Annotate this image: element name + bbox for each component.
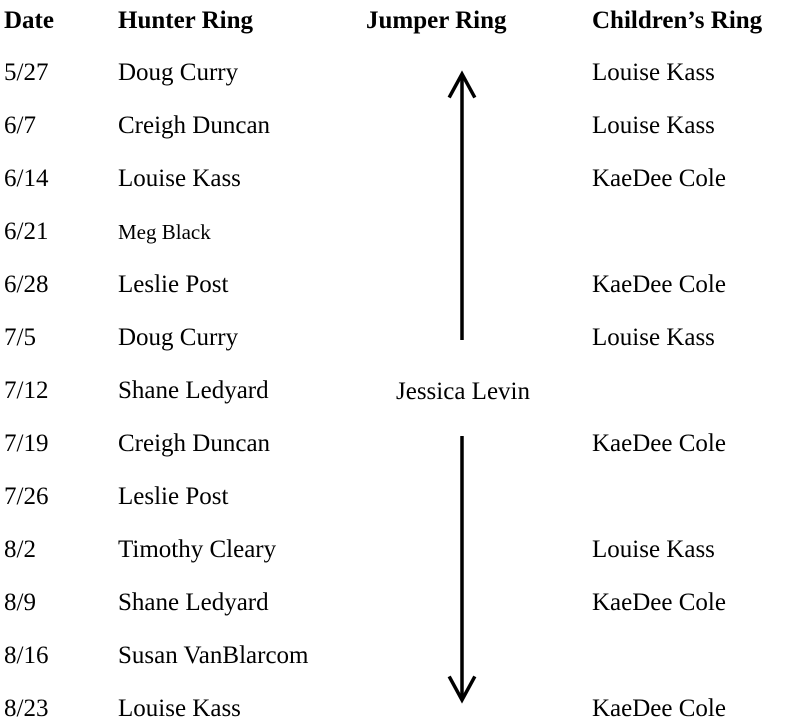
hunter-cell: Louise Kass [118,695,241,722]
children-cell: Louise Kass [592,536,715,563]
date-cell: 6/7 [4,112,36,139]
header-hunter-ring: Hunter Ring [118,7,253,34]
date-cell: 7/5 [4,324,36,351]
children-cell: KaeDee Cole [592,589,726,616]
date-cell: 8/2 [4,536,36,563]
children-cell: KaeDee Cole [592,271,726,298]
hunter-cell: Shane Ledyard [118,589,269,616]
date-cell: 6/28 [4,271,49,298]
children-cell: KaeDee Cole [592,165,726,192]
date-cell: 8/16 [4,642,49,669]
arrow-up-icon [450,74,474,340]
header-jumper-ring: Jumper Ring [366,7,507,34]
children-cell: Louise Kass [592,324,715,351]
hunter-cell: Creigh Duncan [118,430,271,457]
hunter-cell: Meg Black [118,220,211,244]
date-cell: 7/19 [4,430,49,457]
hunter-cell: Leslie Post [118,483,229,510]
date-cell: 5/27 [4,59,49,86]
children-cell: KaeDee Cole [592,430,726,457]
header-date: Date [4,7,54,34]
hunter-cell: Shane Ledyard [118,377,269,404]
hunter-cell: Louise Kass [118,165,241,192]
children-cell: Louise Kass [592,112,715,139]
date-cell: 6/14 [4,165,49,192]
date-cell: 6/21 [4,218,49,245]
jumper-ring-name: Jessica Levin [396,378,530,405]
children-cell: KaeDee Cole [592,695,726,722]
hunter-cell: Timothy Cleary [118,536,277,563]
hunter-cell: Doug Curry [118,324,239,351]
arrow-down-icon [450,436,474,700]
children-cell: Louise Kass [592,59,715,86]
date-cell: 7/12 [4,377,49,404]
hunter-cell: Susan VanBlarcom [118,642,309,669]
date-cell: 7/26 [4,483,49,510]
header-childrens-ring: Children’s Ring [592,7,763,34]
hunter-cell: Doug Curry [118,59,239,86]
date-cell: 8/9 [4,589,36,616]
hunter-cell: Leslie Post [118,271,229,298]
date-cell: 8/23 [4,695,49,722]
hunter-cell: Creigh Duncan [118,112,271,139]
